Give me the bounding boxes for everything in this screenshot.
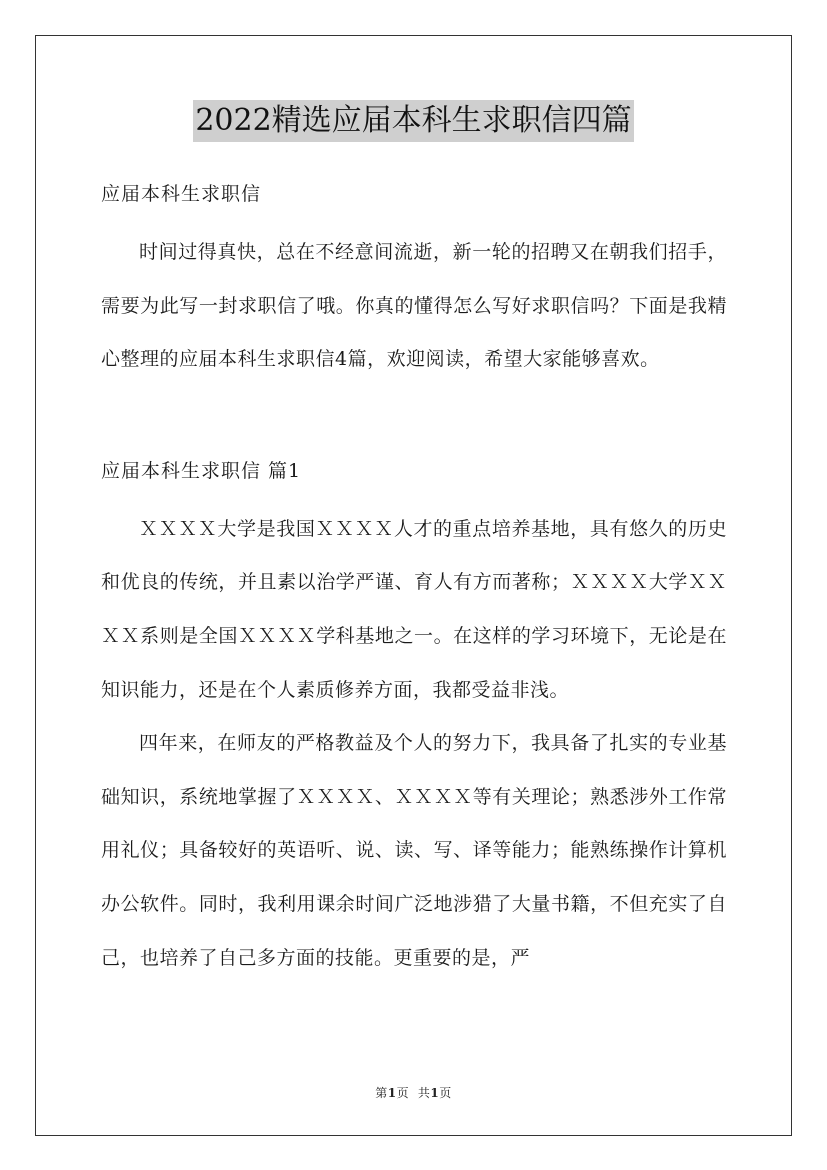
intro-paragraph: 时间过得真快，总在不经意间流逝，新一轮的招聘又在朝我们招手，需要为此写一封求职信了哦。你真的懂得怎么写好求职信吗？下面是我精心整理的应届本科生求职信4篇，欢迎阅读，希望大家能够喜欢。 bbox=[101, 241, 727, 371]
footer-page-current: 1 bbox=[387, 1086, 397, 1100]
footer-page-total: 1 bbox=[430, 1086, 440, 1100]
footer-page-unit: 页 bbox=[396, 1086, 410, 1100]
document-title: 2022精选应届本科生求职信四篇 bbox=[193, 100, 633, 142]
section-heading-letter-1: 应届本科生求职信 篇1 bbox=[101, 459, 302, 482]
footer-page-prefix: 第 bbox=[375, 1086, 388, 1100]
title-container bbox=[0, 100, 827, 142]
footer-total-prefix: 共 bbox=[417, 1086, 431, 1100]
section-heading-intro: 应届本科生求职信 bbox=[101, 183, 262, 205]
page-footer bbox=[0, 1084, 827, 1101]
document-body bbox=[101, 168, 727, 985]
section-spacer bbox=[101, 387, 727, 445]
footer-total-unit: 页 bbox=[439, 1086, 452, 1100]
letter-1-paragraph-2: 四年来，在师友的严格教益及个人的努力下，我具备了扎实的专业基础知识，系统地掌握了ＸＸＸＸ、ＸＸＸＸ等有关理论；熟悉涉外工作常用礼仪；具备较好的英语听、说、读、写、译等能力；能熟练操作计算机办公软件。同时，我利用课余时间广泛地涉猎了大量书籍，不但充实了自己，也培养了自己多方面的技能。更重要的是，严 bbox=[101, 732, 727, 969]
letter-1-paragraph-1: ＸＸＸＸ大学是我国ＸＸＸＸ人才的重点培养基地，具有悠久的历史和优良的传统，并且素以治学严谨、育人有方而著称；ＸＸＸＸ大学ＸＸＸＸ系则是全国ＸＸＸＸ学科基地之一。在这样的学习环境下，无论是在知识能力，还是在个人素质修养方面，我都受益非浅。 bbox=[101, 517, 727, 701]
